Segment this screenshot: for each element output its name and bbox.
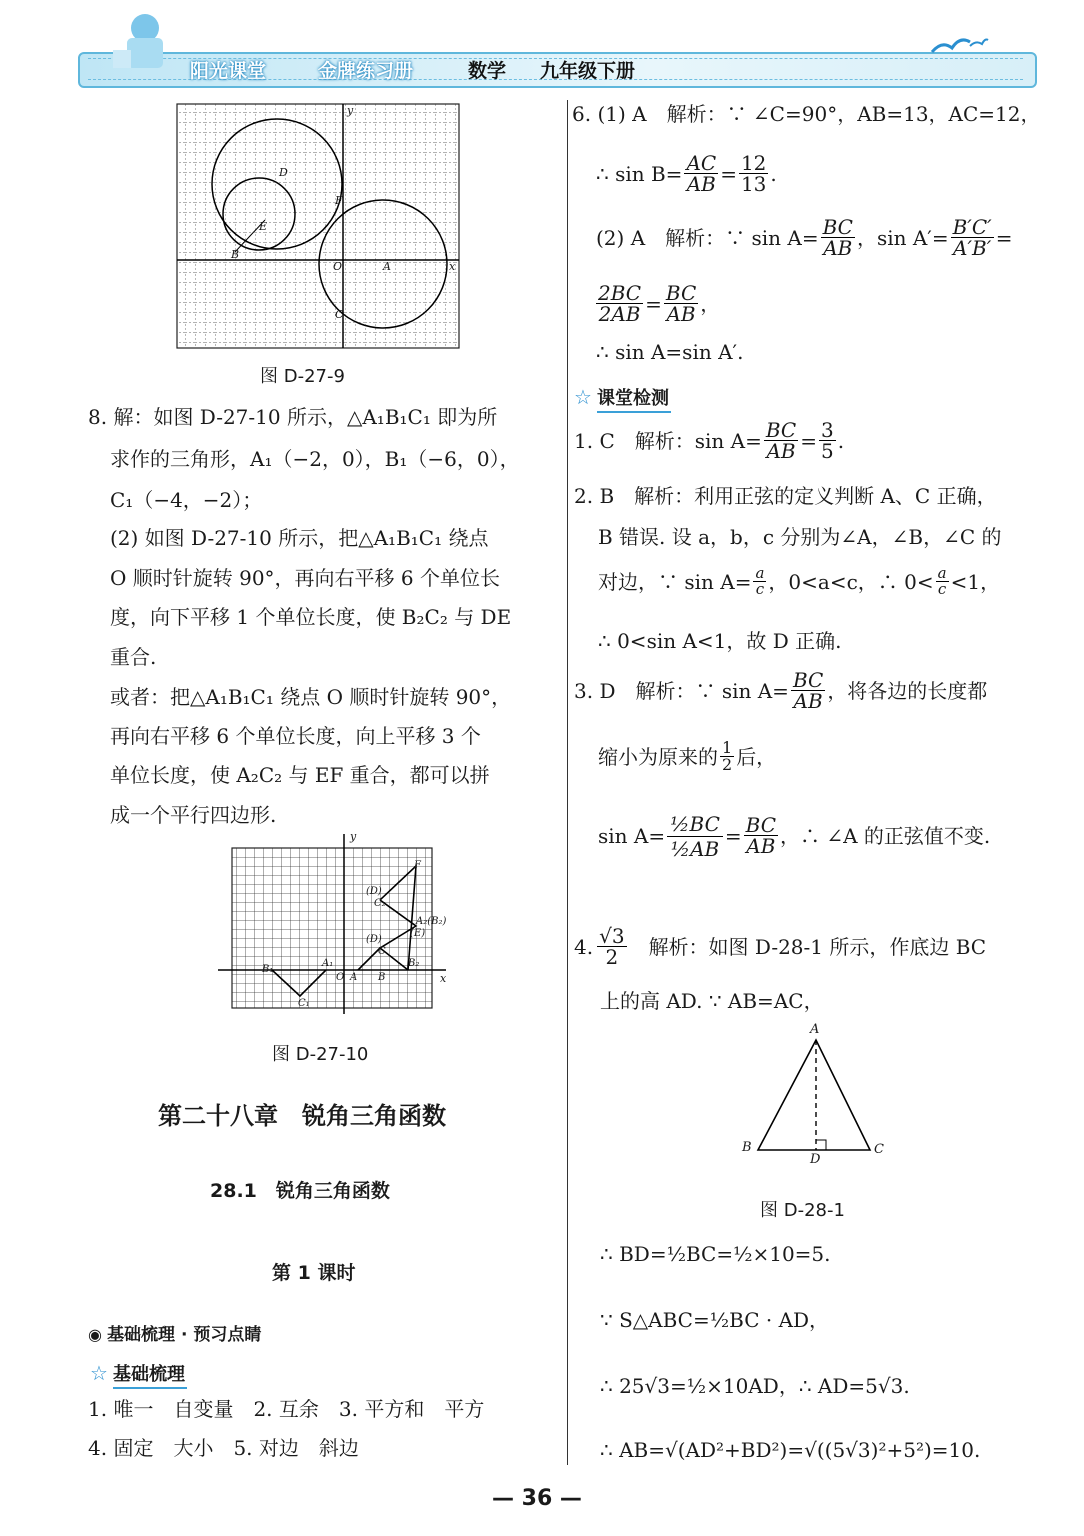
fig1-label-b: B	[231, 248, 240, 261]
check-q1-frac1-num: BC	[765, 418, 797, 442]
star-icon: ☆	[90, 1361, 108, 1385]
check-q3-bigfrac-num: ½BC	[667, 812, 723, 837]
fig2-caption: 图 D-27-10	[272, 1044, 369, 1065]
q6-end1: .	[770, 161, 777, 186]
basics-badge-text: 基础梳理	[113, 1364, 187, 1389]
check-q1a: 1. C 解析：sin A=	[574, 428, 762, 453]
q6-line4	[596, 283, 720, 324]
fig1-label-o: O	[333, 260, 343, 273]
q6-frac2-num: 12	[740, 151, 767, 175]
fig2-label-f: F	[414, 860, 421, 871]
check-q3l2a: 缩小为原来的	[598, 744, 718, 769]
fig3-label-d: D	[810, 1152, 821, 1167]
check-q1end: .	[837, 428, 845, 453]
check-q3-bigfrac	[667, 812, 723, 859]
mascot-logo	[105, 10, 175, 70]
fig2-label-a2: A₂(B₂)	[416, 916, 447, 927]
fig2-label-e: (E)	[410, 928, 426, 939]
q6-frac3	[821, 217, 855, 258]
q6-frac5-num: 2BC	[598, 281, 642, 305]
figure-d-28-1	[740, 1022, 890, 1174]
check-q4-value-den: 2	[605, 945, 619, 969]
q8-line4: (2) 如图 D-27-10 所示，把△A₁B₁C₁ 绕点	[110, 526, 489, 550]
q6-eq1: =	[720, 161, 737, 186]
check-q2-line3	[598, 566, 1000, 597]
fig2-label-c: C	[378, 946, 386, 957]
check-q2l3c: <1，	[950, 569, 1001, 594]
check-q3-line2	[598, 740, 776, 773]
q6-frac5-den: 2AB	[598, 302, 641, 326]
check-q3l3a: sin A=	[598, 823, 666, 848]
q6-frac3-num: BC	[822, 215, 853, 239]
fig2-label-d: (D)	[366, 886, 382, 897]
check-badge-text: 课堂检测	[597, 388, 671, 413]
fig2-label-b: B	[378, 972, 386, 983]
q8-line2: 求作的三角形，A₁（−2，0），B₁（−6，0），	[110, 447, 520, 471]
lesson-title: 第 1 课时	[272, 1262, 356, 1284]
q6-frac5	[596, 283, 643, 324]
grade: 九年级下册	[540, 60, 636, 82]
q6-l2a: ∴ sin B=	[596, 161, 683, 186]
q8-line9: 再向右平移 6 个单位长度，向上平移 3 个	[110, 724, 481, 748]
check-q3-frac1-den: AB	[793, 689, 823, 713]
q8-line10: 单位长度，使 A₂C₂ 与 EF 重合，都可以拼	[110, 763, 490, 787]
q6-frac1-den: AB	[686, 172, 716, 196]
q6-eq5: =	[645, 291, 662, 316]
check-q1	[574, 420, 844, 461]
check-q1-frac2-num: 3	[820, 418, 834, 442]
check-q3-line3	[598, 812, 990, 859]
q6-l3a: (2) A 解析：∵ sin A=	[596, 225, 819, 250]
page-number: — 36 —	[492, 1486, 582, 1511]
fig1-label-e: E	[259, 220, 268, 233]
brand-name: 阳光课堂	[190, 60, 267, 82]
fig2-label-y: y	[350, 830, 357, 843]
q8-line8: 或者：把△A₁B₁C₁ 绕点 O 顺时针旋转 90°，	[110, 685, 512, 709]
q6-frac4	[951, 217, 994, 258]
q8-line1: 8. 解：如图 D-27-10 所示，△A₁B₁C₁ 即为所	[88, 405, 498, 429]
q8-line7: 重合.	[110, 645, 157, 669]
fig2-label-b1: B₁	[262, 964, 274, 975]
fig2-label-a: A	[350, 972, 358, 983]
check-badge	[574, 384, 671, 410]
check-q3-frac1	[791, 670, 825, 711]
q8-line11: 成一个平行四边形.	[110, 803, 277, 827]
fig1-label-y: y	[347, 104, 354, 117]
section-title: 28.1 锐角三角函数	[210, 1180, 390, 1202]
star-icon: ☆	[574, 385, 592, 409]
basics-tag-text: 基础梳理 · 预习点睛	[107, 1325, 262, 1345]
check-q3-line1	[574, 670, 987, 711]
calc-line2: ∵ S△ABC=½BC · AD，	[600, 1308, 830, 1332]
check-q4num: 4.	[574, 934, 594, 959]
check-q1-frac2-den: 5	[820, 439, 834, 463]
calc-line4: ∴ AB=√(AD²+BD²)=√((5√3)²+5²)=10.	[600, 1438, 981, 1462]
q6-frac6-num: BC	[665, 281, 697, 305]
check-q1-frac1-den: AB	[766, 439, 796, 463]
check-q2-frac1-num: a	[755, 564, 765, 582]
q6-frac6	[664, 283, 698, 324]
check-q4-value	[597, 926, 626, 967]
check-q2-line2: B 错误. 设 a，b，c 分别为∠A，∠B，∠C 的	[598, 525, 1002, 549]
q6-frac1-num: AC	[686, 151, 717, 175]
q6-frac4-den: A′B′	[953, 236, 992, 260]
q6-frac3-den: AB	[823, 236, 853, 260]
check-q1-frac2	[819, 420, 836, 461]
q6-frac2	[739, 153, 768, 194]
figure-d-27-9	[175, 102, 465, 356]
q6-line2	[596, 153, 777, 194]
basics-tag	[88, 1320, 261, 1345]
check-q4-line1	[574, 926, 986, 967]
check-q3l1a: 3. D 解析：∵ sin A=	[574, 678, 789, 703]
q6-frac4-num: B′C′	[952, 215, 992, 239]
check-q2-frac2	[936, 566, 949, 597]
q6-end5: ，	[700, 291, 721, 316]
check-q2-line1: 2. B 解析：利用正弦的定义判断 A、C 正确，	[574, 484, 997, 508]
check-q2l3b: ，0<a<c，∴ 0<	[768, 569, 934, 594]
fig3-caption: 图 D-28-1	[760, 1200, 845, 1221]
q6-line3	[596, 217, 1012, 258]
series-name: 金牌练习册	[318, 60, 414, 82]
check-q4l1: 解析：如图 D-28-1 所示，作底边 BC	[648, 934, 987, 959]
calc-line1: ∴ BD=½BC=½×10=5.	[600, 1242, 831, 1266]
check-q3-half-num: 1	[722, 738, 733, 757]
check-q3l3b: ，∴ ∠A 的正弦值不变.	[780, 823, 991, 848]
basics-badge	[90, 1360, 187, 1386]
birds-icon	[930, 30, 990, 64]
check-q3-frac1-num: BC	[792, 668, 824, 692]
check-q2-frac2-den: c	[937, 580, 947, 598]
check-q2-frac2-num: a	[937, 564, 947, 582]
check-q3-frac2-den: AB	[746, 834, 776, 858]
chapter-title: 第二十八章 锐角三角函数	[158, 1102, 446, 1130]
column-divider	[567, 100, 568, 1465]
check-q3-half-den: 2	[722, 755, 733, 774]
subject: 数学	[468, 60, 507, 82]
calc-line3: ∴ 25√3=½×10AD，∴ AD=5√3.	[600, 1374, 910, 1398]
q8-line5: O 顺时针旋转 90°，再向右平移 6 个单位长	[110, 566, 500, 590]
q6-frac1	[684, 153, 718, 194]
check-q2-frac1-den: c	[755, 580, 765, 598]
check-q4-value-num: √3	[599, 924, 625, 948]
check-q3-frac2	[744, 815, 778, 856]
check-q3-half	[720, 740, 734, 773]
check-q4-line2: 上的高 AD. ∵ AB=AC，	[600, 989, 824, 1013]
fig1-label-f: F	[335, 194, 343, 207]
fig3-label-c: C	[874, 1142, 884, 1157]
check-q3l2b: 后，	[736, 744, 777, 769]
fig2-label-c1: C₁	[298, 998, 310, 1009]
q6-l3b: ，sin A′=	[856, 225, 949, 250]
q6-line5: ∴ sin A=sin A′.	[596, 340, 744, 364]
fig2-label-o: O	[336, 972, 345, 983]
check-q3eq: =	[724, 823, 742, 848]
fig1-caption: 图 D-27-9	[260, 366, 345, 387]
check-q3l1b: ，将各边的长度都	[827, 678, 988, 703]
q8-line6: 度，向下平移 1 个单位长度，使 B₂C₂ 与 DE	[110, 605, 512, 629]
check-q1-frac1	[764, 420, 798, 461]
fig2-label-d2: (D)	[366, 934, 382, 945]
basics-line2: 4. 固定 大小 5. 对边 斜边	[88, 1436, 359, 1460]
target-icon: ◉	[88, 1325, 102, 1344]
check-q3-bigfrac-den: ½AB	[670, 837, 720, 861]
fig2-label-b2: B₂	[408, 958, 420, 969]
fig1-label-x: x	[449, 260, 456, 273]
check-q1eq: =	[800, 428, 817, 453]
fig2-label-a1: A₁	[322, 958, 334, 969]
fig1-label-c: C	[335, 308, 344, 321]
q6-frac2-den: 13	[740, 172, 767, 196]
q6-l3c: =	[995, 225, 1013, 250]
check-q2-frac1	[753, 566, 766, 597]
fig2-label-x: x	[440, 972, 447, 985]
figure-d-27-10	[218, 830, 458, 1024]
check-q3-frac2-num: BC	[745, 813, 777, 837]
q6-frac6-den: AB	[666, 302, 696, 326]
fig3-label-a: A	[810, 1022, 820, 1037]
basics-line1: 1. 唯一 自变量 2. 互余 3. 平方和 平方	[88, 1397, 485, 1421]
fig2-label-c2: C₂	[374, 898, 386, 909]
fig1-label-a: A	[383, 260, 391, 273]
fig3-label-b: B	[742, 1140, 752, 1155]
fig1-label-d: D	[279, 166, 288, 179]
check-q2l3a: 对边，∵ sin A=	[598, 569, 752, 594]
q6-line1: 6. (1) A 解析：∵ ∠C=90°，AB=13，AC=12，	[572, 102, 1041, 126]
q8-line3: C₁（−4，−2）；	[110, 488, 263, 512]
check-q2-line4: ∴ 0<sin A<1，故 D 正确.	[598, 629, 842, 653]
